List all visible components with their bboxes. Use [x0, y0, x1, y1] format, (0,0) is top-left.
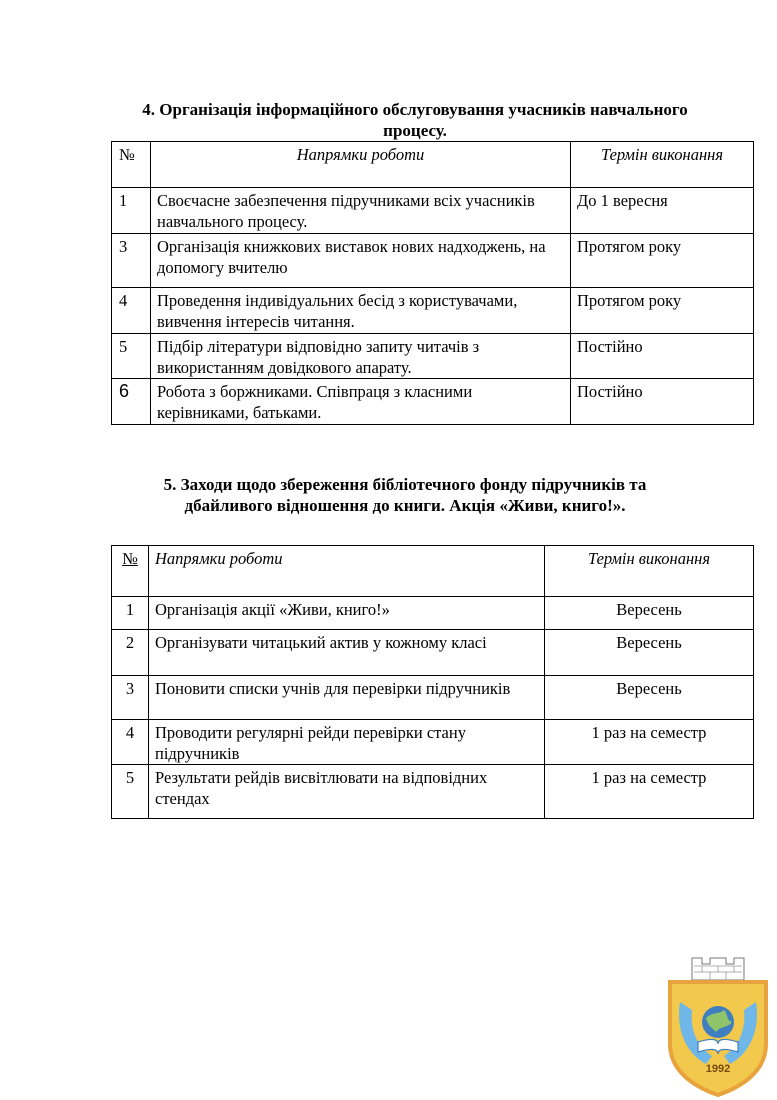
row-work: Організація акції «Живи, книго!» — [149, 597, 545, 630]
row-term: Вересень — [545, 630, 754, 676]
table-row — [112, 720, 754, 765]
tower-crown-icon — [692, 958, 744, 980]
row-term: 1 раз на семестр — [545, 720, 754, 765]
section5-title — [100, 474, 710, 516]
row-work: Результати рейдів висвітлювати на відповідних стендах — [149, 765, 545, 819]
table-row — [112, 234, 754, 288]
row-work: Проводити регулярні рейди перевірки стану підручників — [149, 720, 545, 765]
row-work: Організувати читацький актив у кожному класі — [149, 630, 545, 676]
header-work: Напрямки роботи — [151, 142, 571, 188]
table-row — [112, 597, 754, 630]
table-header-row — [112, 546, 754, 597]
row-number: 5 — [112, 765, 149, 819]
row-work: Підбір літератури відповідно запиту читачів з використанням довідкового апарату. — [151, 334, 571, 379]
header-term: Термін виконання — [545, 546, 754, 597]
row-term: 1 раз на семестр — [545, 765, 754, 819]
row-term: Постійно — [571, 334, 754, 379]
row-term: Постійно — [571, 379, 754, 425]
section4-title — [95, 99, 735, 141]
row-number: 4 — [112, 720, 149, 765]
table-row — [112, 379, 754, 425]
header-number: № — [112, 142, 151, 188]
header-work: Напрямки роботи — [149, 546, 545, 597]
section4-table — [111, 141, 754, 425]
table-row — [112, 334, 754, 379]
row-number: 4 — [112, 288, 151, 334]
table-header-row — [112, 142, 754, 188]
section4-title-line1: 4. Організація інформаційного обслуговування учасників навчального — [142, 100, 688, 119]
row-number: 6 — [112, 379, 151, 425]
row-term: До 1 вересня — [571, 188, 754, 234]
table-row — [112, 288, 754, 334]
row-work: Проведення індивідуальних бесід з користувачами, вивчення інтересів читання. — [151, 288, 571, 334]
table-row — [112, 765, 754, 819]
section5-title-line1: 5. Заходи щодо збереження бібліотечного фонду підручників та — [163, 475, 647, 494]
header-term: Термін виконання — [571, 142, 754, 188]
row-number: 5 — [112, 334, 151, 379]
row-number: 3 — [112, 676, 149, 720]
section4-title-line2: процесу. — [383, 121, 447, 140]
row-work: Поновити списки учнів для перевірки підручників — [149, 676, 545, 720]
row-term: Вересень — [545, 597, 754, 630]
header-number: № — [112, 546, 149, 597]
row-term: Протягом року — [571, 234, 754, 288]
section5-table — [111, 545, 754, 819]
school-coat-of-arms-icon — [662, 952, 774, 1097]
row-work: Своєчасне забезпечення підручниками всіх учасників навчального процесу. — [151, 188, 571, 234]
row-work: Робота з боржниками. Співпраця з класними керівниками, батьками. — [151, 379, 571, 425]
row-number: 3 — [112, 234, 151, 288]
emblem-year: 1992 — [705, 1063, 731, 1075]
row-number: 2 — [112, 630, 149, 676]
table-row — [112, 188, 754, 234]
row-term: Вересень — [545, 676, 754, 720]
row-term: Протягом року — [571, 288, 754, 334]
table-row — [112, 630, 754, 676]
globe-icon — [702, 1006, 734, 1038]
row-number: 1 — [112, 188, 151, 234]
table-row — [112, 676, 754, 720]
section5-title-line2: дбайливого відношення до книги. Акція «Живи, книго!». — [184, 496, 626, 515]
row-work: Організація книжкових виставок нових надходжень, на допомогу вчителю — [151, 234, 571, 288]
row-number: 1 — [112, 597, 149, 630]
